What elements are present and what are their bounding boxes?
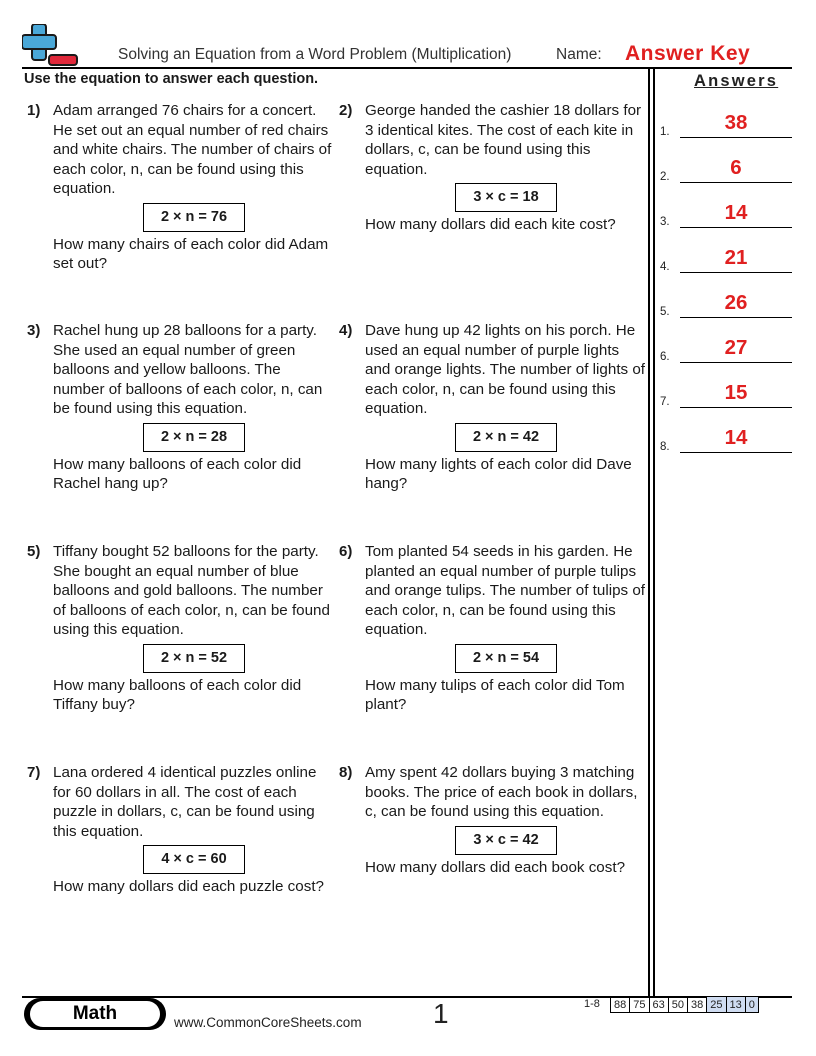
answer-row-1 [660,108,794,138]
answer-row-8 [660,423,794,453]
problem-number: 6) [339,543,353,560]
answer-row-3 [660,198,794,228]
answer-line [680,362,792,364]
problem-number: 4) [339,322,353,339]
answer-row-4 [660,243,794,273]
answer-line [680,317,792,319]
score-cell: 88 [611,997,630,1013]
answer-value: 26 [724,291,748,314]
problem-text: George handed the cashier 18 dollars for 3 identical kites. The cost of each kite in dollars, c, can be found using this equation. [365,102,642,178]
score-cell: 13 [726,997,745,1013]
answer-value: 38 [724,111,748,134]
answer-number: 4. [660,261,670,273]
problem-8 [339,763,647,877]
score-cell: 50 [668,997,687,1013]
answer-key-label: Answer Key [625,42,751,65]
answer-column-divider [653,69,655,997]
name-label: Name: [556,46,602,63]
answer-column-divider [648,69,650,997]
problem-number: 3) [27,322,41,339]
problem-5 [27,542,335,715]
problem-text: Amy spent 42 dollars buying 3 matching books. The price of each book in dollars, c, can be found using this equation. [365,764,638,820]
answers-heading: Answers [694,72,779,90]
problem-number: 8) [339,764,353,781]
answer-number: 8. [660,441,670,453]
answer-value: 14 [724,426,748,449]
answer-number: 5. [660,306,670,318]
answer-number: 1. [660,126,670,138]
answer-line [680,182,792,184]
problem-question: How many balloons of each color did Tiffany buy? [53,676,302,713]
problem-text: Adam arranged 76 chairs for a concert. He set out an equal number of red chairs and white chairs. The number of chairs of each color, n, can be found using this equation. [53,102,332,197]
answer-line [680,137,792,139]
problem-text: Tiffany bought 52 balloons for the party. She bought an equal number of blue balloons and gold balloons. The number of balloons of each color, n, can be found using this equation. [53,543,330,638]
score-cell: 38 [688,997,707,1013]
header-divider [22,67,792,69]
problem-number: 7) [27,764,41,781]
equation-box: 2 × n = 54 [455,644,557,673]
plus-minus-logo-icon [22,24,80,68]
problem-question: How many dollars did each book cost? [365,858,626,876]
problem-question: How many lights of each color did Dave hang? [365,455,632,492]
problem-text: Dave hung up 42 lights on his porch. He used an equal number of purple lights and orange lights. The number of lights of each color, n, can be found using this equation. [365,322,646,417]
score-cell: 0 [745,997,758,1013]
problem-text: Tom planted 54 seeds in his garden. He planted an equal number of purple tulips and orange tulips. The number of tulips of each color, n, can be found using this equation. [365,543,646,638]
answer-line [680,452,792,454]
answer-number: 7. [660,396,670,408]
problem-question: How many chairs of each color did Adam set out? [53,235,329,272]
problem-number: 1) [27,102,41,119]
equation-box: 2 × n = 42 [455,423,557,452]
equation-box: 2 × n = 28 [143,423,245,452]
answer-row-5 [660,288,794,318]
answer-number: 3. [660,216,670,228]
instructions: Use the equation to answer each question. [24,71,319,87]
equation-box: 2 × n = 52 [143,644,245,673]
problem-1 [27,101,335,274]
score-cell: 25 [707,997,726,1013]
answer-row-7 [660,378,794,408]
problem-6 [339,542,647,715]
problem-text: Rachel hung up 28 balloons for a party. She used an equal number of green balloons and yellow balloons. The number of balloons of each color, n, can be found using this equation. [53,322,323,417]
problem-7 [27,763,335,897]
score-table [610,996,759,1013]
answer-row-2 [660,153,794,183]
website-link[interactable]: www.CommonCoreSheets.com [174,1015,362,1030]
answer-number: 2. [660,171,670,183]
equation-box: 2 × n = 76 [143,203,245,232]
problem-question: How many dollars did each kite cost? [365,216,616,233]
problem-3 [27,321,335,494]
problem-question: How many dollars did each puzzle cost? [53,878,324,895]
problem-number: 2) [339,102,353,119]
equation-box: 4 × c = 60 [143,845,245,874]
problem-2 [339,101,647,235]
answer-value: 6 [730,156,742,179]
answer-value: 27 [724,336,748,359]
answer-value: 14 [724,201,748,224]
answer-line [680,227,792,229]
subject-label: Math [30,1001,160,1027]
equation-box: 3 × c = 18 [455,183,557,212]
answer-value: 15 [724,381,748,404]
problem-number: 5) [27,543,41,560]
equation-box: 3 × c = 42 [455,826,557,855]
answer-value: 21 [724,246,748,269]
problem-4 [339,321,647,494]
score-row [611,997,759,1013]
answer-line [680,272,792,274]
problem-question: How many tulips of each color did Tom plant? [365,676,625,713]
score-range-label: 1-8 [584,998,600,1010]
problem-question: How many balloons of each color did Rachel hang up? [53,455,302,492]
problem-text: Lana ordered 4 identical puzzles online for 60 dollars in all. The cost of each puzzle in dollars, c, can be found using this equation. [53,764,317,840]
score-cell: 75 [630,997,649,1013]
answer-line [680,407,792,409]
page-number: 1 [433,998,449,1029]
worksheet-title: Solving an Equation from a Word Problem (Multiplication) [118,46,512,63]
answer-row-6 [660,333,794,363]
score-cell: 63 [649,997,668,1013]
answer-number: 6. [660,351,670,363]
